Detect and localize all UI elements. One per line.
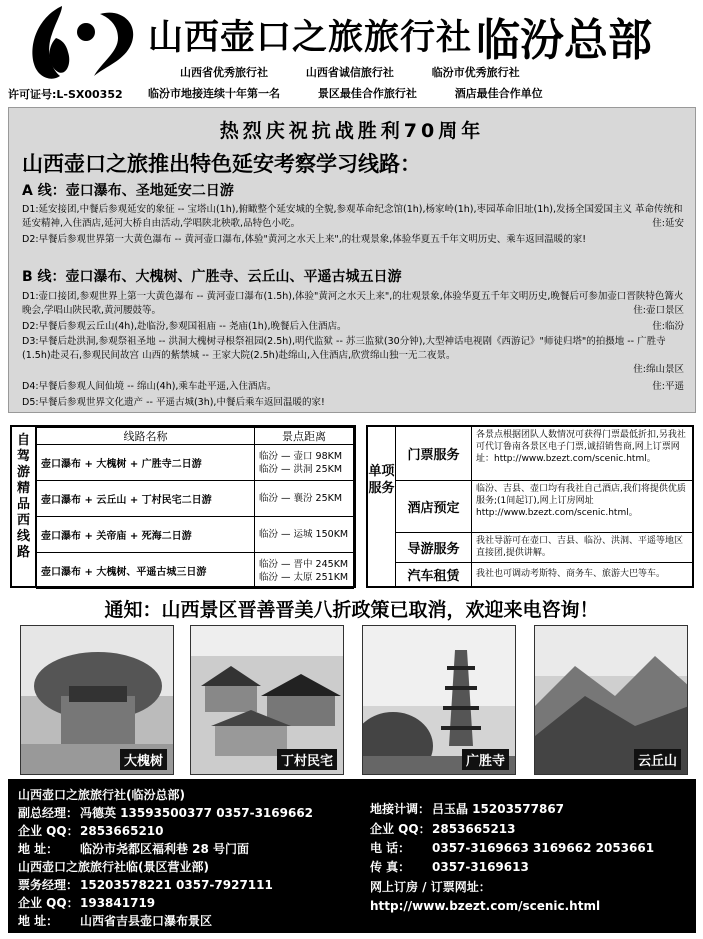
honor: 酒店最佳合作单位 <box>454 87 543 100</box>
org2-manager: 票务经理： 15203578221 0357-7927111 <box>18 878 273 892</box>
honor: 景区最佳合作旅行社 <box>317 87 417 100</box>
line-b-day: D1:壶口接团,参观世界上第一大黄色瀑布 -- 黄河壶口瀑布(1.5h),体验"黄河之水天上来",的壮观景象,体验华夏五千年文明历史,晚餐后可参加壶口晋陕特色篝火晚会,学唱山陕民歌,黄河腰鼓等。 住:壶口景区 <box>22 291 684 316</box>
photo-dahuaishu: 大槐树 <box>20 625 174 775</box>
service-guide: 导游服务 我社导游可在壶口、吉县、临汾、洪洞、平遥等地区直接团,提供讲解。 <box>396 533 692 563</box>
org2-name: 山西壶口之旅旅行社临(景区营业部) <box>18 860 209 874</box>
fax: 传 真： 0357-3169613 <box>370 860 529 874</box>
phone: 电 话： 0357-3169663 3169662 2053661 <box>370 841 655 855</box>
contact-footer <box>8 779 696 933</box>
route-name: 壶口瀑布 + 大槐树、平遥古城三日游 <box>37 553 255 589</box>
line-b-day: D3:早餐后赴洪洞,参观祭祖圣地 -- 洪洞大槐树寻根祭祖园(2.5h),明代监狱 -- 苏三监狱(30分钟),大型神话电视剧《西游记》"师徒归塔"的拍摄地 -- 广胜寺(1.5h)赴灵石,参观民间故宫 山西的紫禁城 -- 王家大院(2.5h)赴绵山,入住酒店,欣赏绵山独一无二夜景。 住:绵山景区 <box>22 336 684 375</box>
plan-contact: 地接计调： 吕玉晶 15203577867 <box>370 802 565 816</box>
service-hotel: 酒店预定 临汾、吉县、壶口均有我社自己酒店,我们将提供优质服务;(1间起订),网上订房网址 http://www.bzezt.com/scenic.html。 <box>396 481 692 533</box>
self-drive-table <box>36 427 354 589</box>
brand-name: 山西壶口之旅旅行社 <box>148 18 473 58</box>
table-row <box>37 481 354 517</box>
route-name: 壶口瀑布 + 云丘山 + 丁村民宅二日游 <box>37 481 255 517</box>
org2-qq: 企业 QQ：193841719 <box>18 896 156 910</box>
col-route-header: 线路名称 <box>37 428 255 445</box>
route-name: 壶口瀑布 + 大槐树 + 广胜寺二日游 <box>37 445 255 481</box>
org1-address: 地 址： 临汾市尧都区福利巷 28 号门面 <box>18 842 250 856</box>
self-drive-label: 自驾游精品西线路 <box>12 427 36 586</box>
license-number: 许可证号:L-SX00352 <box>8 88 123 101</box>
photo-yunqiushan: 云丘山 <box>534 625 688 775</box>
section-subtitle: 山西壶口之旅推出特色延安考察学习线路： <box>22 152 421 176</box>
services-box <box>366 425 694 588</box>
org1-qq: 企业 QQ：2853665210 <box>18 824 164 838</box>
route-name: 壶口瀑布 + 关帝庙 + 死海二日游 <box>37 517 255 553</box>
route-distance: 临汾 — 壶口 98KM 临汾 — 洪洞 25KM <box>255 445 354 481</box>
honors-row-2 <box>148 85 577 101</box>
celebration-banner: 热烈庆祝抗战胜利70周年 <box>219 120 485 142</box>
self-drive-box <box>10 425 356 588</box>
line-a-day: D2:早餐后参观世界第一大黄色瀑布 -- 黄河壶口瀑布,体验"黄河之水天上来",的壮观景象,体验华夏五千年文明历史、乘车返回温暖的家! <box>22 234 587 245</box>
org1-name: 山西壶口之旅旅行社(临汾总部) <box>18 788 185 802</box>
service-tickets: 门票服务 各景点根据团队人数情况可获得门票最低折扣,另我社可代订鲁南各景区电子门票,诚招销售商,网上订票网址：http://www.bzezt.com/scenic.html。 <box>396 427 692 481</box>
route-distance: 临汾 — 襄汾 25KM <box>255 481 354 517</box>
booking-url[interactable]: http://www.bzezt.com/scenic.html <box>370 899 601 913</box>
table-row <box>37 553 354 589</box>
line-b-day: D4:早餐后参观人间仙境 -- 绵山(4h),乘车赴平遥,入住酒店。 住:平遥 <box>22 381 684 392</box>
line-b-day: D2:早餐后参观云丘山(4h),赴临汾,参观国祖庙 -- 尧庙(1h),晚餐后入住酒店。 住:临汾 <box>22 321 684 332</box>
services-label: 单项服务 <box>368 427 396 586</box>
honors-row-1 <box>180 64 550 80</box>
service-car-rental: 汽车租赁 我社也可调动考斯特、商务车、旅游大巴等车。 <box>396 563 692 586</box>
plan-qq: 企业 QQ：2853665213 <box>370 822 516 836</box>
brand-branch: 临汾总部 <box>476 15 652 66</box>
brand-logo-icon <box>22 2 142 86</box>
route-distance: 临汾 — 晋中 245KM 临汾 — 太原 251KM <box>255 553 354 589</box>
org1-manager: 副总经理： 冯德英 13593500377 0357-3169662 <box>18 806 314 820</box>
line-a-day: D1:延安接团,中餐后参观延安的象征 -- 宝塔山(1h),俯瞰整个延安城的全貌,参观革命纪念馆(1h),杨家岭(1h),枣园革命旧址(1h),发扬全国爱国主义 革命传统和延安精神,入住酒店,延河大桥自由活动,学唱陕北秧歌,品特色小吃。 住:延安 <box>22 204 684 229</box>
route-distance: 临汾 — 运城 150KM <box>255 517 354 553</box>
table-row <box>37 445 354 481</box>
line-a-title: A 线：壶口瀑布、圣地延安二日游 <box>22 183 234 199</box>
honor: 山西省优秀旅行社 <box>180 66 268 79</box>
honor: 临汾市地接连续十年第一名 <box>148 87 280 100</box>
honor: 山西省诚信旅行社 <box>305 66 394 79</box>
web-label: 网上订房 / 订票网址： <box>370 880 491 894</box>
line-b-day: D5:早餐后参观世界文化遗产 -- 平遥古城(3h),中餐后乘车返回温暖的家! <box>22 397 325 408</box>
policy-notice: 通知：山西景区晋善晋美八折政策已取消，欢迎来电咨询！ <box>104 599 599 621</box>
line-b-title: B 线：壶口瀑布、大槐树、广胜寺、云丘山、平遥古城五日游 <box>22 269 402 285</box>
honor: 临汾市优秀旅行社 <box>431 66 520 79</box>
photo-guangshengsi: 广胜寺 <box>362 625 516 775</box>
header <box>0 0 703 106</box>
table-row <box>37 517 354 553</box>
photo-dingcun: 丁村民宅 <box>190 625 344 775</box>
org2-address: 地 址： 山西省吉县壶口瀑布景区 <box>18 914 213 928</box>
col-distance-header: 景点距离 <box>255 428 354 445</box>
